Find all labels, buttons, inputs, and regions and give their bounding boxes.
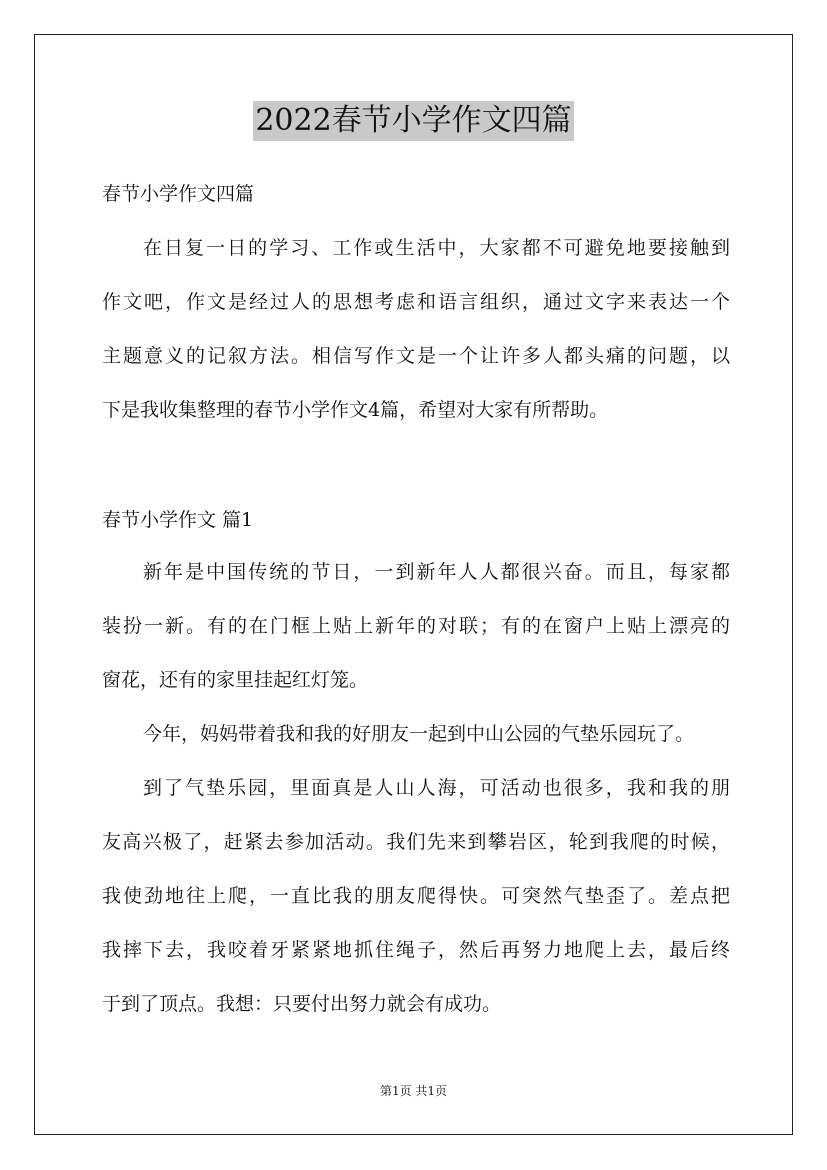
paragraph-3 — [102, 761, 742, 1031]
text-line: 窗花，还有的家里挂起红灯笼。 — [102, 669, 369, 691]
text-line: 今年，妈妈带着我和我的好朋友一起到中山公园的气垫乐园玩了。 — [143, 723, 695, 745]
text-line: 新年是中国传统的节日，一到新年人人都很兴奋。而且，每家都 — [143, 561, 730, 583]
intro-paragraph — [102, 221, 742, 437]
section-heading: 春节小学作文 篇1 — [102, 509, 254, 531]
text-line: 主题意义的记叙方法。相信写作文是一个让许多人都头痛的问题，以 — [102, 345, 730, 367]
text-line: 作文吧，作文是经过人的思想考虑和语言组织，通过文字来表达一个 — [102, 291, 730, 313]
document-subtitle: 春节小学作文四篇 — [102, 183, 255, 205]
paragraph-2 — [102, 707, 742, 761]
text-line: 装扮一新。有的在门框上贴上新年的对联；有的在窗户上贴上漂亮的 — [102, 615, 730, 637]
document-title: 2022春节小学作文四篇 — [253, 101, 573, 141]
page-footer: 第1页 共1页 — [379, 1084, 448, 1098]
title-container — [0, 101, 827, 141]
paragraph-1 — [102, 545, 742, 707]
text-line: 于到了顶点。我想：只要付出努力就会有成功。 — [102, 993, 502, 1015]
text-line: 到了气垫乐园，里面真是人山人海，可活动也很多，我和我的朋 — [143, 777, 730, 799]
text-line: 友高兴极了，赶紧去参加活动。我们先来到攀岩区，轮到我爬的时候， — [102, 831, 730, 853]
text-line: 在日复一日的学习、工作或生活中，大家都不可避免地要接触到 — [143, 237, 730, 259]
text-line: 我摔下去，我咬着牙紧紧地抓住绳子，然后再努力地爬上去，最后终 — [102, 939, 730, 961]
text-line: 下是我收集整理的春节小学作文4篇，希望对大家有所帮助。 — [102, 399, 609, 421]
text-line: 我使劲地往上爬，一直比我的朋友爬得快。可突然气垫歪了。差点把 — [102, 885, 730, 907]
